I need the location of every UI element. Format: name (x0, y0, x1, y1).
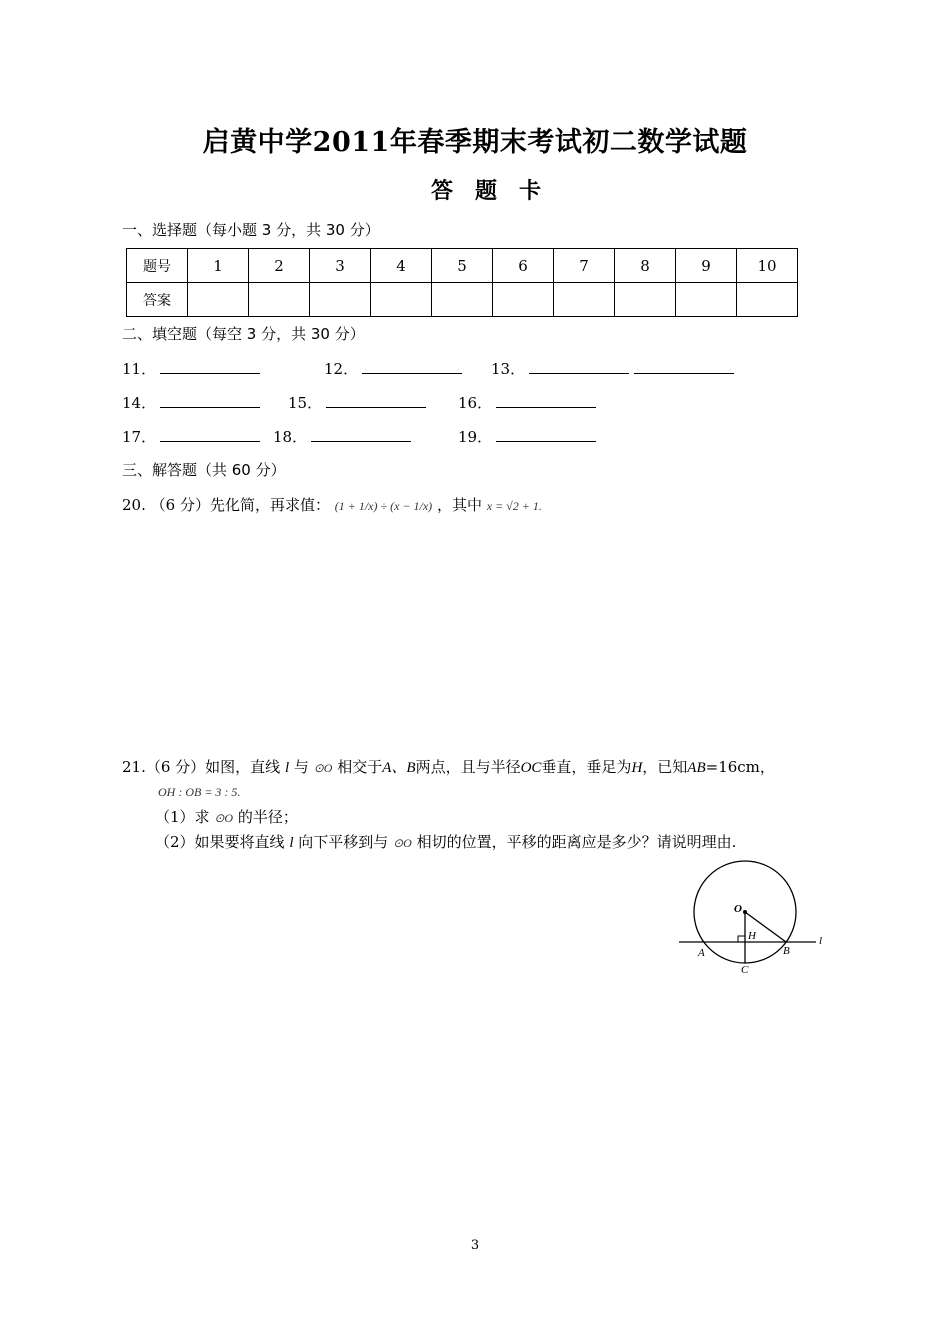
q20-cond-prefix: ，其中 (436, 496, 482, 514)
table-cell: 7 (554, 249, 615, 283)
q20-text: （6 分）先化简，再求值： (150, 496, 330, 514)
answer-cell[interactable] (371, 283, 432, 317)
answer-table-row1-label: 题号 (127, 249, 188, 283)
label-o: O (734, 903, 742, 915)
answer-cell[interactable] (188, 283, 249, 317)
label-b: B (783, 945, 790, 957)
answer-cell[interactable] (432, 283, 493, 317)
table-cell: 1 (188, 249, 249, 283)
page-number: 3 (470, 1238, 480, 1253)
center-point-o (743, 910, 747, 914)
q20-number: 20. (122, 496, 146, 514)
q20-condition: x = √2 + 1. (486, 499, 542, 513)
answer-table-row2-label: 答案 (127, 283, 188, 317)
blank-19[interactable]: 19． (458, 426, 596, 447)
q21-part2: （2）如果要将直线 l 向下平移到与 ⊙O 相切的位置，平移的距离应是多少？请说明理由. (155, 833, 737, 851)
question-20 (122, 494, 542, 515)
blank-13[interactable]: 13． (491, 358, 734, 379)
section3-heading: 三、解答题（共 60 分） (122, 461, 286, 479)
answer-cell[interactable] (737, 283, 798, 317)
answer-cell[interactable] (249, 283, 310, 317)
label-l: l (819, 935, 823, 947)
blank-16[interactable]: 16． (458, 392, 596, 413)
table-cell: 10 (737, 249, 798, 283)
circle-figure (676, 860, 836, 980)
q21-ratio: OH : OB = 3 : 5. (158, 785, 241, 799)
blank-14[interactable]: 14． (122, 392, 260, 413)
answer-cell[interactable] (310, 283, 371, 317)
blank-12[interactable]: 12． (324, 358, 462, 379)
answer-cell[interactable] (615, 283, 676, 317)
blank-17[interactable]: 17． (122, 426, 260, 447)
section2-heading: 二、填空题（每空 3 分，共 30 分） (122, 325, 365, 343)
answer-table-number-row (127, 249, 798, 283)
q21-part1: （1）求 ⊙O 的半径； (155, 808, 298, 826)
right-angle-mark (738, 936, 745, 942)
table-cell: 8 (615, 249, 676, 283)
page-subtitle: 答题卡 (430, 178, 563, 204)
table-cell: 3 (310, 249, 371, 283)
table-cell: 4 (371, 249, 432, 283)
table-cell: 5 (432, 249, 493, 283)
blank-18[interactable]: 18． (273, 426, 411, 447)
question-21-line1: 21.（6 分）如图，直线 l 与 ⊙O 相交于A、B两点，且与半径OC垂直，垂足为H，已知AB=16cm， (122, 758, 775, 776)
label-c: C (741, 964, 749, 976)
label-h: H (748, 930, 756, 942)
section1-heading: 一、选择题（每小题 3 分，共 30 分） (122, 221, 380, 239)
answer-cell[interactable] (676, 283, 737, 317)
answer-cell[interactable] (554, 283, 615, 317)
page-title: 启黄中学2011年春季期末考试初二数学试题 (202, 127, 748, 158)
blank-15[interactable]: 15． (288, 392, 426, 413)
blank-11[interactable]: 11． (122, 358, 260, 379)
answer-table (126, 248, 798, 317)
q20-expression: (1 + 1/x) ÷ (x − 1/x) (334, 499, 433, 513)
table-cell: 2 (249, 249, 310, 283)
table-cell: 6 (493, 249, 554, 283)
answer-table-answer-row (127, 283, 798, 317)
table-cell: 9 (676, 249, 737, 283)
answer-cell[interactable] (493, 283, 554, 317)
label-a: A (698, 947, 705, 959)
